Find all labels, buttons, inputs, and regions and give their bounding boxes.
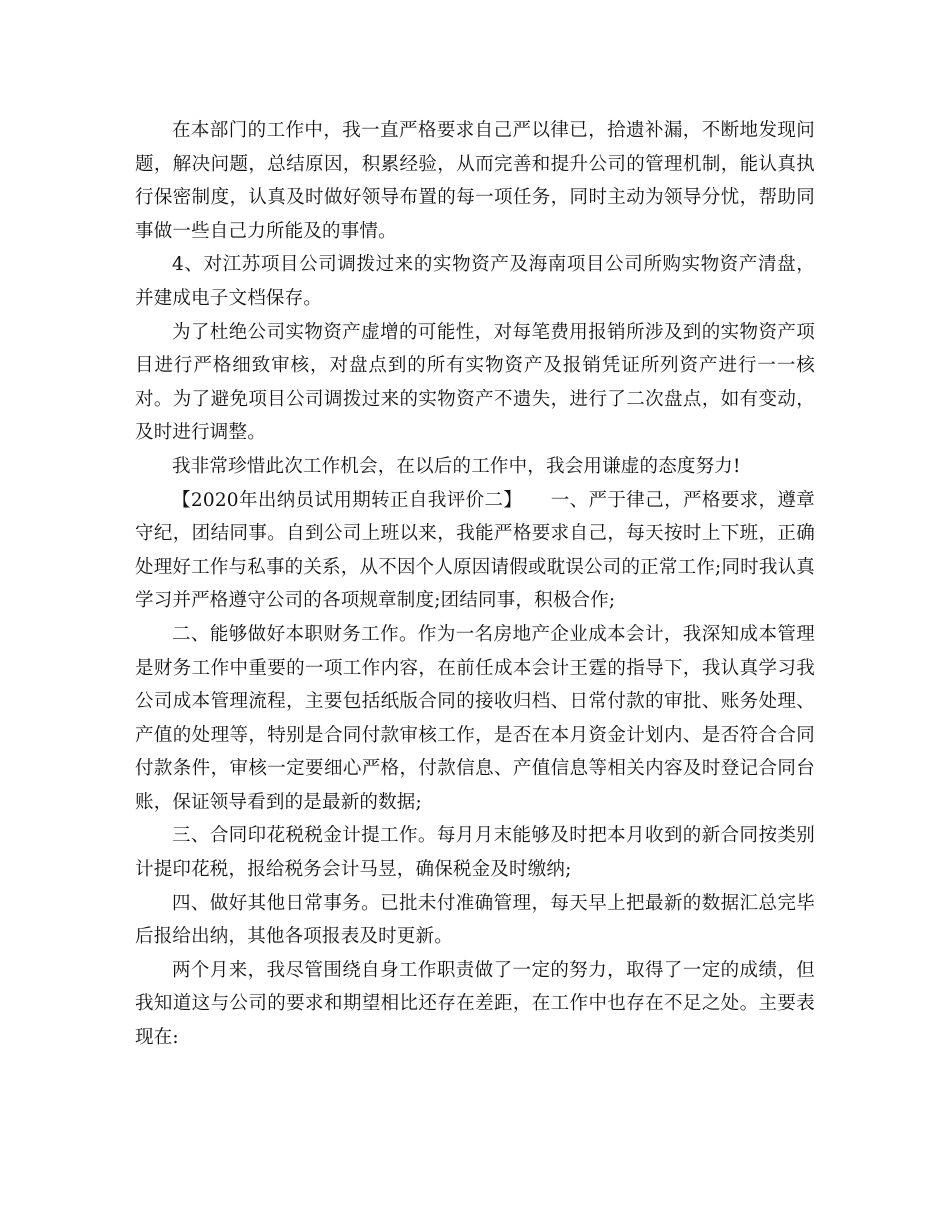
paragraph-7: 三、合同印花税税金计提工作。每月月末能够及时把本月收到的新合同按类别计提印花税，报给税务会计马昱，确保税金及时缴纳; bbox=[135, 825, 815, 881]
paragraph-3: 为了杜绝公司实物资产虚增的可能性，对每笔费用报销所涉及到的实物资产项目进行严格细致审核，对盘点到的所有实物资产及报销凭证所列资产进行一一核对。为了避免项目公司调拨过来的实物资产不遗失，进行了二次盘点，如有变动，及时进行调整。 bbox=[135, 321, 815, 444]
paragraph-9: 两个月来，我尽管围绕自身工作职责做了一定的努力，取得了一定的成绩，但我知道这与公司的要求和期望相比还存在差距，在工作中也存在不足之处。主要表现在: bbox=[135, 959, 815, 1049]
paragraph-1: 在本部门的工作中，我一直严格要求自己严以律已，拾遗补漏，不断地发现问题，解决问题，总结原因，积累经验，从而完善和提升公司的管理机制，能认真执行保密制度，认真及时做好领导布置的每一项任务，同时主动为领导分忧，帮助同事做一些自己力所能及的事情。 bbox=[135, 120, 815, 242]
paragraph-6: 二、能够做好本职财务工作。作为一名房地产企业成本会计，我深知成本管理是财务工作中重要的一项工作内容，在前任成本会计王霆的指导下，我认真学习我公司成本管理流程，主要包括纸版合同的接收归档、日常付款的审批、账务处理、产值的处理等，特别是合同付款审核工作，是否在本月资金计划内、是否符合合同付款条件，审核一定要细心严格，付款信息、产值信息等相关内容及时登记合同台账，保证领导看到的是最新的数据; bbox=[135, 623, 815, 813]
paragraph-5: 【2020年出纳员试用期转正自我评价二】 一、严于律己，严格要求，遵章守纪，团结同事。自到公司上班以来，我能严格要求自己，每天按时上下班，正确处理好工作与私事的关系，从不因个人原因请假或耽误公司的正常工作;同时我认真学习并严格遵守公司的各项规章制度;团结同事，积极合作; bbox=[135, 489, 815, 612]
paragraph-8: 四、做好其他日常事务。已批未付准确管理，每天早上把最新的数据汇总完毕后报给出纳，其他各项报表及时更新。 bbox=[135, 892, 815, 948]
document-body bbox=[135, 114, 815, 1055]
paragraph-4: 我非常珍惜此次工作机会，在以后的工作中，我会用谦虚的态度努力! bbox=[172, 455, 741, 477]
paragraph-2: 4、对江苏项目公司调拨过来的实物资产及海南项目公司所购实物资产清盘，并建成电子文档保存。 bbox=[135, 254, 815, 309]
